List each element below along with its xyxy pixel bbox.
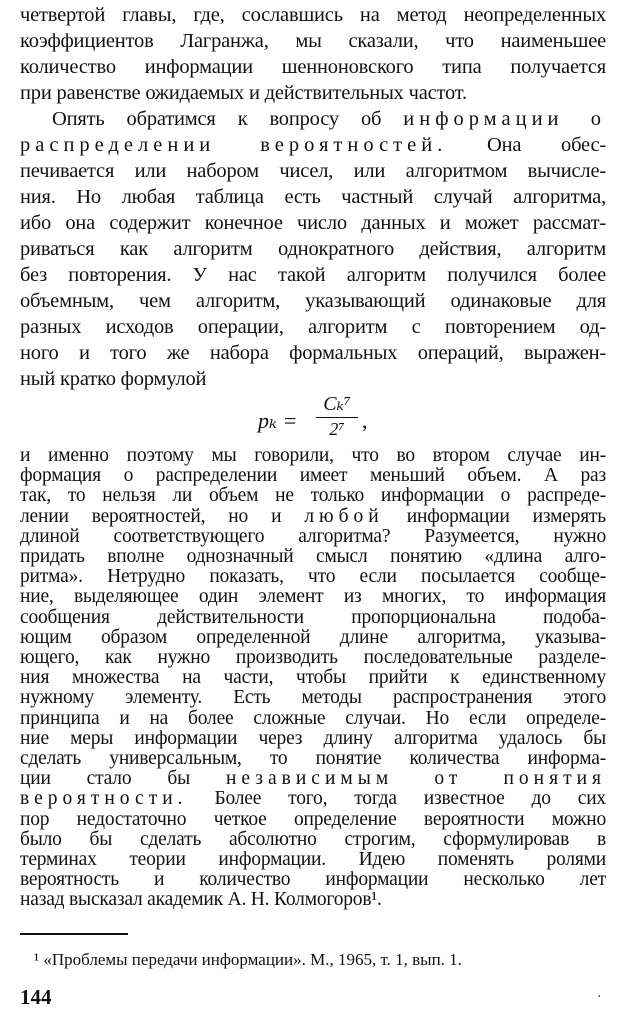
text-line: так, то нельзя ли объем не только информации о распреде-	[20, 485, 606, 507]
text-line: ние, выделяющее один элемент из многих, то информация	[20, 586, 606, 608]
text-line: ющего, как нужно производить последовательные разделе-	[20, 647, 606, 668]
text-line: коэффициентов Лагранжа, мы сказали, что наименьшее	[20, 30, 606, 52]
text-line: ный кратко формулой	[20, 368, 207, 390]
page-number: 144	[20, 985, 52, 1009]
text-line: количество информации шенноновского типа получается	[20, 56, 606, 78]
text-span: информации измерять	[383, 505, 606, 527]
text-line: при равенстве ожидаемых и действительных частот.	[20, 82, 467, 104]
text-line	[20, 769, 606, 789]
text-line: нужному элементу. Есть методы распространения этого	[20, 687, 606, 709]
text-line: и именно поэтому мы говорили, что во втором случае ин-	[20, 445, 606, 466]
text-line: четвертой главы, где, сославшись на метод неопределенных	[20, 4, 606, 26]
formula-comma: ,	[362, 408, 368, 433]
spaced-emphasis: любой	[304, 505, 384, 527]
footnote: ¹ «Проблемы передачи информации». М., 1965, т. 1, вып. 1.	[34, 950, 462, 969]
mark-dot: ·	[597, 990, 602, 1005]
formula	[258, 392, 378, 442]
text-line: терминах теории информации. Идею поменять ролями	[20, 849, 606, 870]
spaced-emphasis: вероятности.	[20, 788, 188, 810]
text-line	[20, 789, 606, 809]
text-line: разных исходов операции, алгоритм с повторением од-	[20, 316, 606, 338]
formula-fraction	[314, 392, 360, 439]
text-line	[20, 507, 606, 527]
text-line: риваться как алгоритм однократного действия, алгоритм	[20, 238, 606, 260]
text-line: объемным, чем алгоритм, указывающий одинаковые для	[20, 290, 606, 312]
footnote-rule	[20, 933, 128, 935]
spaced-emphasis: информации о	[403, 108, 606, 130]
text-line: ния. Но любая таблица есть частный случай алгоритма,	[20, 186, 606, 208]
text-span: ции стало бы	[20, 768, 226, 790]
text-line: сделать универсальным, то понятие количества информа-	[20, 748, 606, 769]
spaced-emphasis: независимым от понятия	[225, 768, 607, 790]
formula-lhs: pₖ =	[258, 408, 298, 433]
text-line: без повторения. У нас такой алгоритм получился более	[20, 264, 606, 286]
formula-denominator: 2⁷	[329, 419, 345, 440]
text-span: Опять обратимся к вопросу об	[52, 108, 404, 130]
text-line: сообщения действительности пропорциональна подоба-	[20, 606, 606, 628]
text-line: вероятность и количество информации несколько лет	[20, 869, 606, 891]
text-span: Более того, тогда известное до сих	[187, 788, 606, 810]
text-span: Она обес-	[447, 134, 606, 156]
text-line: ющим образом определенной длине алгоритма, указыва-	[20, 626, 606, 648]
text-line: было бы сделать абсолютно строгим, сформулировав в	[20, 828, 606, 850]
text-line	[52, 106, 606, 132]
text-line: ние меры информации через длину алгоритма удалось бы	[20, 727, 606, 749]
text-line: ния множества на части, чтобы прийти к единственному	[20, 667, 606, 689]
text-line: назад высказал академик А. Н. Колмогоров¹.	[20, 889, 382, 911]
text-line: печивается или набором чисел, или алгоритмом вычисле-	[20, 160, 606, 182]
spaced-emphasis: распределении вероятностей.	[20, 134, 448, 156]
fraction-bar	[316, 417, 358, 418]
text-span: лении вероятностей, но и	[20, 505, 305, 527]
text-line: ибо она содержит конечное число данных и может рассмат-	[20, 212, 606, 234]
text-line: ритма». Нетрудно показать, что если посылается сообще-	[20, 566, 606, 588]
text-line: длиной соответствующего алгоритма? Разумеется, нужно	[20, 525, 606, 547]
text-line: придать вполне однозначный смысл понятию «длина алго-	[20, 546, 606, 567]
text-line: формация о распределении имеет меньший объем. А раз	[20, 465, 606, 487]
text-line	[20, 132, 606, 158]
text-line: пор недостаточно четкое определение вероятности можно	[20, 808, 606, 830]
text-line: принципа и на более сложные случаи. Но если определе-	[20, 707, 606, 729]
formula-numerator: Cₖ⁷	[323, 393, 351, 415]
text-line: ного и того же набора формальных операций, выражен-	[20, 342, 606, 364]
